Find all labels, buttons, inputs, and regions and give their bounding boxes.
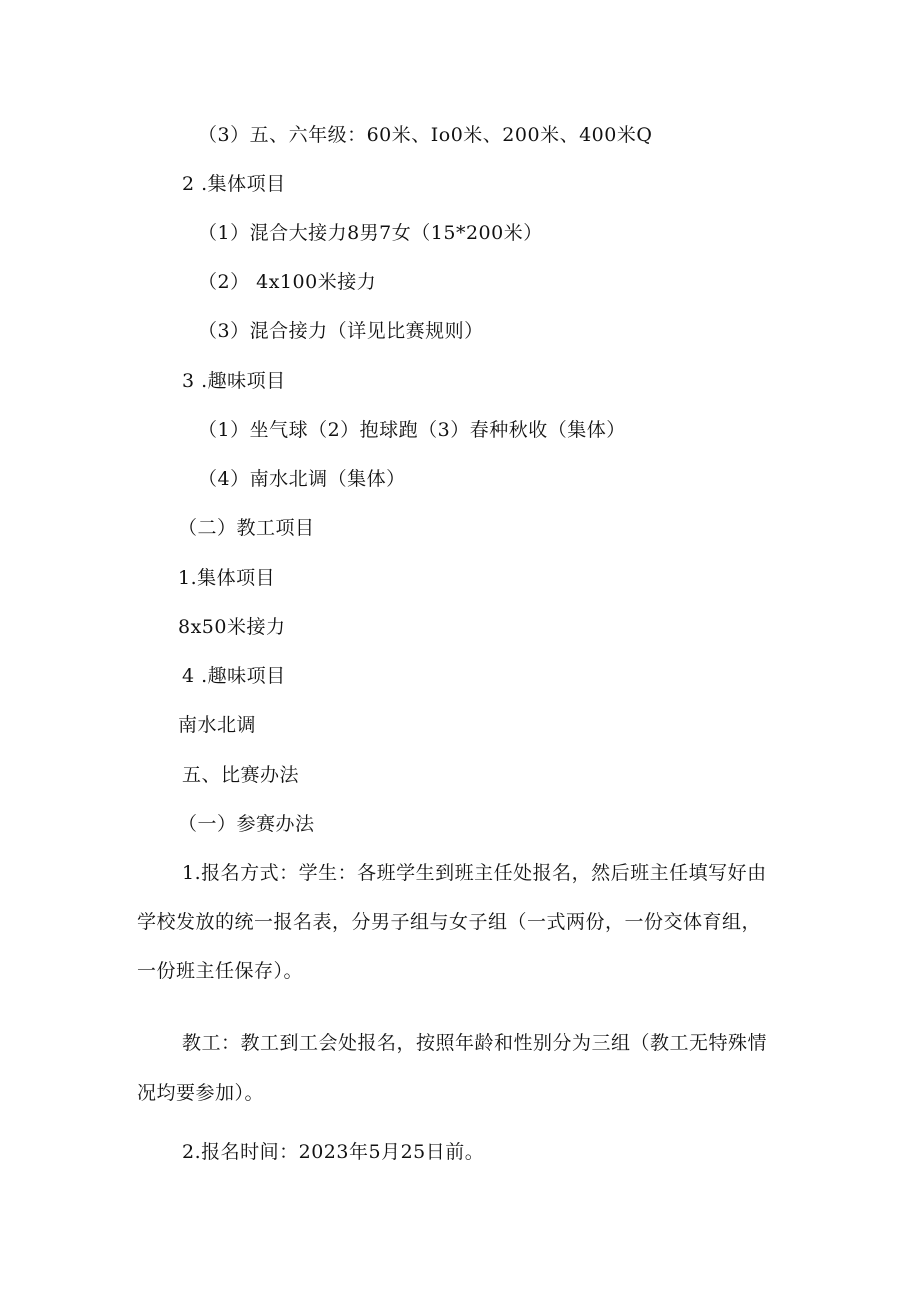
item-grade-5-6: （3）五、六年级：60米、Io0米、200米、400米Q [198, 124, 653, 146]
heading-staff-events: （二）教工项目 [178, 517, 315, 539]
item-fun-event-4: （4）南水北调（集体） [198, 468, 406, 490]
item-8x50-relay: 8x50米接力 [178, 616, 286, 638]
item-staff-fun: 南水北调 [178, 714, 257, 736]
heading-group-events: 2 .集体项目 [182, 173, 286, 195]
paragraph-staff-line-1: 教工：教工到工会处报名，按照年龄和性别分为三组（教工无特殊情 [182, 1032, 768, 1054]
heading-fun-events: 3 .趣味项目 [182, 370, 286, 392]
section-competition-method: 五、比赛办法 [182, 764, 300, 786]
item-mixed-relay-rules: （3）混合接力（详见比赛规则） [198, 320, 484, 342]
subsection-entry-method: （一）参赛办法 [178, 813, 315, 835]
paragraph-registration-deadline: 2.报名时间：2023年5月25日前。 [182, 1141, 485, 1163]
paragraph-registration-line-2: 学校发放的统一报名表，分男子组与女子组（一式两份，一份交体育组， [137, 911, 762, 933]
heading-staff-fun: 4 .趣味项目 [182, 665, 286, 687]
paragraph-staff-line-2: 况均要参加）。 [137, 1082, 265, 1104]
heading-staff-group: 1.集体项目 [178, 567, 276, 589]
paragraph-registration-line-3: 一份班主任保存）。 [137, 960, 304, 982]
paragraph-registration-line-1: 1.报名方式：学生：各班学生到班主任处报名，然后班主任填写好由 [182, 862, 767, 884]
item-fun-events-1-3: （1）坐气球（2）抱球跑（3）春种秋收（集体） [198, 419, 626, 441]
item-mixed-relay: （1）混合大接力8男7女（15*200米） [198, 222, 543, 244]
item-4x100-relay: （2） 4x100米接力 [198, 271, 377, 293]
